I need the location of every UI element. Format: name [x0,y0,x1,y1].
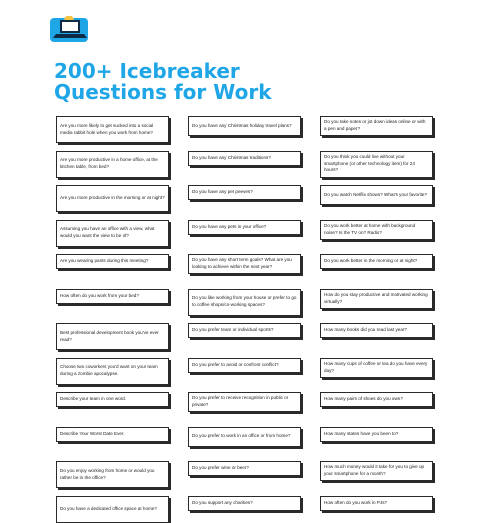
question-text: How many pairs of shoes do you own? [324,396,403,402]
question-text: How often do you work in PJs? [324,499,388,505]
question-card [320,358,433,378]
question-card [320,220,433,240]
laptop-logo-icon [50,14,90,44]
question-card [188,323,301,338]
question-text: Do you work better at home with background noise? Is the TV on? Radio? [324,222,416,235]
question-text: Describe your team in one word. [60,396,127,402]
question-text: Are you more productive in the morning or at night? [60,195,165,201]
question-card [56,496,169,523]
question-card [56,427,169,442]
question-card [188,461,301,476]
question-card [188,116,301,136]
question-card [320,116,433,136]
question-card [320,427,433,442]
question-text: Do you have any pet peeves? [192,189,253,195]
question-card [188,496,301,511]
question-card [56,185,169,212]
question-text: How do you stay productive and motivated working virtually? [324,291,428,304]
question-text: Do you have a dedicated office space at home? [60,505,157,511]
question-card [56,116,169,143]
question-text: Do you work better in the morning or at night? [324,258,418,264]
question-text: Do you have any Christmas holiday travel plans? [192,122,292,128]
question-card [320,323,433,338]
question-card [188,151,301,166]
question-card [188,289,301,316]
question-text: Describe Your Worst Date Ever. [60,430,125,436]
question-text: How often do you work from your bed? [60,292,139,298]
question-text: Do you think you could live without your smartphone (or other technology item) for 24 hours? [324,153,415,173]
question-card [320,496,433,511]
question-text: How many cups of coffee or tea do you have every day? [324,360,428,373]
question-text: Do you watch Netflix shows? What's your favorite? [324,191,428,197]
question-text: Do you have any pets in your office? [192,223,267,229]
question-text: Do you support any charities? [192,499,253,505]
question-card [56,323,169,350]
question-card [320,151,433,178]
question-card [56,254,169,269]
question-card [320,461,433,481]
question-text: Are you more productive in a home office, at the kitchen table, from bed? [60,157,158,169]
question-card [188,185,301,200]
title-line-2: Questions for Work [54,80,272,104]
question-text: Assuming you have an office with a view, what would you want the view to be of? [60,226,155,238]
question-text: Do you like working from your house or prefer to go to coffee shops/co-working spaces? [192,295,297,307]
question-text: Do you prefer wine or beer? [192,465,249,471]
question-card [56,358,169,385]
question-card [320,254,433,269]
question-card [56,289,169,304]
question-text: Choose two coworkers you'd want on your team during a zombie apocalypse. [60,364,158,376]
question-text: Do you prefer team or individual sports? [192,327,274,333]
question-card [188,220,301,235]
question-card [56,220,169,247]
question-text: How many states have you been to? [324,430,399,436]
page-title [54,61,414,103]
question-card [320,392,433,407]
question-card [188,427,301,447]
question-text: Do you prefer to work in an office or from home? [192,433,291,439]
question-text: Do you have any short term goals? What are you looking to achieve within the next year? [192,257,292,269]
question-text: How many books did you read last year? [324,327,407,333]
question-text: Do you take notes or jot down ideas online or with a pen and paper? [324,119,426,131]
question-card [56,151,169,178]
question-text: Do you prefer to avoid or confront conflict? [192,361,279,367]
question-card [320,185,433,205]
title-line-1: 200+ Icebreaker [54,59,240,83]
question-card [56,392,169,407]
question-text: Are you wearing pants during this meeting? [60,258,149,264]
question-card [320,289,433,309]
question-text: Do you prefer to receive recognition in public or private? [192,395,289,407]
question-text: Are you more likely to get sucked into a social media rabbit hole when you work from home? [60,122,154,135]
question-text: Do you have any Christmas traditions? [192,154,271,160]
question-text: How much money would it take for you to give up your smartphone for a month? [324,464,425,476]
question-card [188,254,301,274]
question-card [188,358,301,373]
question-card [188,392,301,412]
question-card [56,461,169,488]
question-text: Best professional development book you've ever read? [60,329,159,342]
question-text: Do you enjoy working from home or would you rather be in the office? [60,467,155,480]
